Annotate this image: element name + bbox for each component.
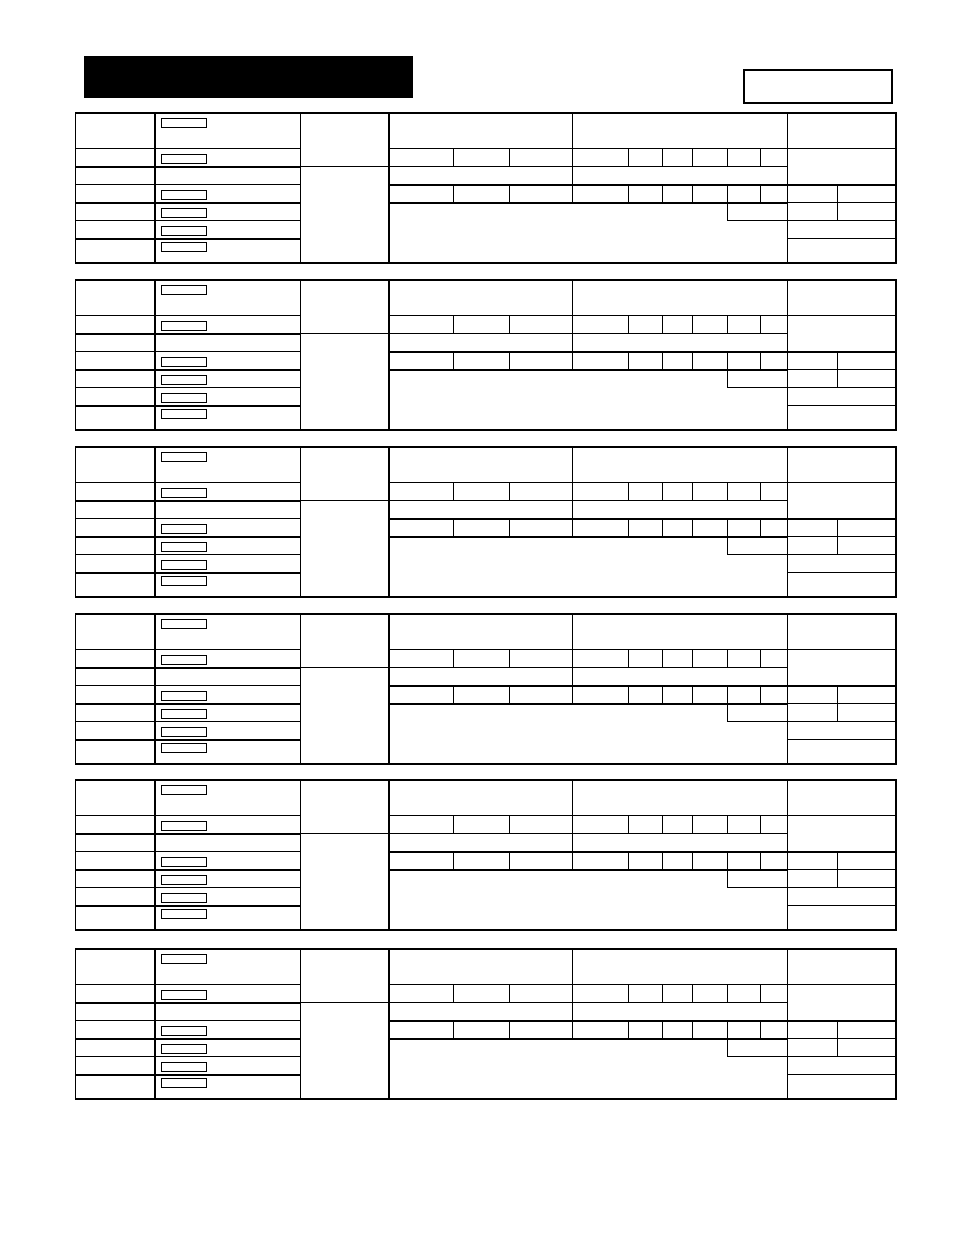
- row-line: [389, 833, 787, 834]
- block-border-right: [895, 948, 897, 1100]
- column-divider: [154, 279, 156, 431]
- row-line: [389, 1002, 787, 1003]
- cell-divider: [760, 851, 761, 869]
- entry-field-3[interactable]: [161, 1026, 207, 1036]
- row-line: [787, 202, 897, 203]
- row-line: [75, 984, 301, 985]
- record-block: [75, 779, 897, 931]
- cell-divider: [727, 649, 728, 667]
- cell-divider: [572, 667, 573, 703]
- cell-divider: [837, 351, 838, 387]
- cell-divider: [760, 518, 761, 536]
- column-divider: [154, 613, 156, 765]
- cell-divider: [453, 315, 454, 333]
- row-line: [75, 851, 301, 852]
- row-line: [787, 1056, 897, 1057]
- block-border-top: [75, 279, 897, 281]
- cell-divider: [662, 984, 663, 1002]
- record-block: [75, 446, 897, 598]
- row-line: [389, 685, 897, 687]
- cell-divider: [572, 1002, 573, 1038]
- row-line: [727, 1056, 787, 1057]
- cell-divider: [628, 851, 629, 869]
- block-border-bottom: [75, 929, 897, 931]
- entry-field-6[interactable]: [161, 909, 207, 919]
- entry-field-1[interactable]: [161, 785, 207, 795]
- entry-field-5[interactable]: [161, 727, 207, 737]
- cell-divider: [692, 315, 693, 333]
- row-line: [75, 887, 301, 888]
- cell-divider: [837, 851, 838, 887]
- column-divider: [154, 446, 156, 598]
- cell-divider: [692, 184, 693, 202]
- cell-divider: [509, 815, 510, 833]
- entry-field-3[interactable]: [161, 190, 207, 200]
- cell-divider: [453, 685, 454, 703]
- cell-divider: [628, 649, 629, 667]
- row-line: [300, 333, 390, 334]
- row-line: [787, 1074, 897, 1075]
- entry-field-2[interactable]: [161, 821, 207, 831]
- entry-field-1[interactable]: [161, 619, 207, 629]
- cell-divider: [453, 815, 454, 833]
- entry-field-5[interactable]: [161, 393, 207, 403]
- entry-field-1[interactable]: [161, 452, 207, 462]
- cell-divider: [692, 984, 693, 1002]
- entry-field-2[interactable]: [161, 488, 207, 498]
- entry-field-4[interactable]: [161, 375, 207, 385]
- cell-divider: [572, 500, 573, 536]
- row-line: [75, 667, 301, 669]
- row-line: [75, 1074, 301, 1076]
- column-divider: [787, 779, 788, 931]
- row-line: [75, 166, 301, 168]
- cell-divider: [509, 351, 510, 369]
- block-border-left: [75, 779, 76, 931]
- row-line: [300, 667, 390, 668]
- cell-divider: [509, 148, 510, 166]
- cell-divider: [692, 685, 693, 703]
- column-divider: [154, 779, 156, 931]
- cell-divider: [453, 482, 454, 500]
- cell-divider: [509, 184, 510, 202]
- cell-divider: [692, 148, 693, 166]
- column-divider: [388, 446, 390, 598]
- column-divider: [787, 948, 788, 1100]
- row-line: [727, 387, 787, 388]
- block-border-top: [75, 948, 897, 950]
- row-line: [75, 315, 301, 316]
- block-border-top: [75, 112, 897, 114]
- cell-divider: [692, 649, 693, 667]
- cell-divider: [662, 315, 663, 333]
- block-border-right: [895, 446, 897, 598]
- cell-divider: [760, 685, 761, 703]
- row-line: [787, 572, 897, 573]
- entry-field-4[interactable]: [161, 709, 207, 719]
- block-border-right: [895, 112, 897, 264]
- cell-divider: [727, 148, 728, 166]
- cell-divider: [662, 351, 663, 369]
- cell-divider: [727, 984, 728, 1002]
- row-line: [75, 739, 301, 741]
- block-border-right: [895, 279, 897, 431]
- column-divider: [300, 446, 301, 598]
- row-line: [75, 1056, 301, 1057]
- row-line: [300, 500, 390, 501]
- entry-field-2[interactable]: [161, 154, 207, 164]
- row-line: [787, 905, 897, 906]
- row-line: [75, 1002, 301, 1004]
- row-line: [75, 500, 301, 502]
- cell-divider: [692, 482, 693, 500]
- row-line: [75, 1038, 301, 1040]
- cell-divider: [628, 482, 629, 500]
- column-divider: [572, 279, 573, 335]
- entry-field-3[interactable]: [161, 357, 207, 367]
- cell-divider: [727, 518, 728, 536]
- row-line: [389, 351, 897, 353]
- row-line: [75, 721, 301, 722]
- entry-field-3[interactable]: [161, 691, 207, 701]
- cell-divider: [628, 984, 629, 1002]
- entry-field-4[interactable]: [161, 875, 207, 885]
- cell-divider: [509, 518, 510, 536]
- column-divider: [300, 613, 301, 765]
- cell-divider: [727, 369, 728, 387]
- column-divider: [572, 112, 573, 168]
- row-line: [75, 869, 301, 871]
- block-border-bottom: [75, 1098, 897, 1100]
- row-line: [75, 333, 301, 335]
- column-divider: [154, 112, 156, 264]
- block-border-top: [75, 779, 897, 781]
- cell-divider: [509, 685, 510, 703]
- block-border-left: [75, 613, 76, 765]
- entry-field-4[interactable]: [161, 542, 207, 552]
- cell-divider: [760, 482, 761, 500]
- cell-divider: [509, 1020, 510, 1038]
- row-line: [75, 518, 301, 519]
- cell-divider: [692, 1020, 693, 1038]
- row-line: [300, 166, 390, 167]
- entry-field-1[interactable]: [161, 118, 207, 128]
- record-block: [75, 613, 897, 765]
- cell-divider: [628, 184, 629, 202]
- cell-divider: [628, 815, 629, 833]
- cell-divider: [727, 1038, 728, 1056]
- cell-divider: [692, 351, 693, 369]
- entry-field-2[interactable]: [161, 990, 207, 1000]
- block-border-bottom: [75, 763, 897, 765]
- cell-divider: [692, 851, 693, 869]
- page-number-box[interactable]: [743, 69, 893, 104]
- cell-divider: [509, 482, 510, 500]
- cell-divider: [509, 649, 510, 667]
- row-line: [787, 1038, 897, 1039]
- entry-field-6[interactable]: [161, 409, 207, 419]
- row-line: [75, 1020, 301, 1021]
- row-line: [75, 703, 301, 705]
- row-line: [389, 166, 787, 167]
- row-line: [75, 148, 301, 149]
- row-line: [75, 685, 301, 686]
- entry-field-1[interactable]: [161, 285, 207, 295]
- cell-divider: [760, 148, 761, 166]
- cell-divider: [727, 869, 728, 887]
- cell-divider: [628, 1020, 629, 1038]
- block-border-left: [75, 446, 76, 598]
- cell-divider: [760, 315, 761, 333]
- row-line: [787, 649, 897, 650]
- block-border-bottom: [75, 262, 897, 264]
- row-line: [787, 148, 897, 149]
- row-line: [727, 721, 787, 722]
- cell-divider: [727, 703, 728, 721]
- column-divider: [572, 948, 573, 1004]
- row-line: [75, 184, 301, 185]
- entry-field-5[interactable]: [161, 560, 207, 570]
- cell-divider: [727, 851, 728, 869]
- cell-divider: [727, 685, 728, 703]
- entry-field-6[interactable]: [161, 743, 207, 753]
- cell-divider: [628, 315, 629, 333]
- entry-field-6[interactable]: [161, 576, 207, 586]
- column-divider: [787, 446, 788, 598]
- cell-divider: [572, 166, 573, 202]
- column-divider: [388, 948, 390, 1100]
- block-border-top: [75, 446, 897, 448]
- cell-divider: [628, 148, 629, 166]
- cell-divider: [692, 518, 693, 536]
- cell-divider: [837, 1020, 838, 1056]
- cell-divider: [760, 184, 761, 202]
- row-line: [787, 369, 897, 370]
- column-divider: [300, 948, 301, 1100]
- cell-divider: [662, 685, 663, 703]
- cell-divider: [727, 482, 728, 500]
- cell-divider: [453, 649, 454, 667]
- entry-field-5[interactable]: [161, 226, 207, 236]
- block-border-bottom: [75, 596, 897, 598]
- cell-divider: [509, 315, 510, 333]
- row-line: [389, 1020, 897, 1022]
- column-divider: [388, 613, 390, 765]
- row-line: [787, 703, 897, 704]
- form-title-bar: [84, 56, 413, 98]
- row-line: [389, 518, 897, 520]
- cell-divider: [453, 184, 454, 202]
- record-block: [75, 279, 897, 431]
- column-divider: [300, 779, 301, 931]
- row-line: [787, 238, 897, 239]
- cell-divider: [692, 815, 693, 833]
- column-divider: [300, 279, 301, 431]
- cell-divider: [453, 351, 454, 369]
- cell-divider: [453, 148, 454, 166]
- cell-divider: [628, 351, 629, 369]
- entry-field-5[interactable]: [161, 1062, 207, 1072]
- cell-divider: [727, 536, 728, 554]
- row-line: [389, 184, 897, 186]
- block-border-right: [895, 613, 897, 765]
- column-divider: [787, 279, 788, 431]
- row-line: [75, 572, 301, 574]
- cell-divider: [453, 518, 454, 536]
- row-line: [75, 220, 301, 221]
- column-divider: [572, 779, 573, 835]
- cell-divider: [837, 518, 838, 554]
- row-line: [75, 482, 301, 483]
- entry-field-2[interactable]: [161, 321, 207, 331]
- cell-divider: [727, 815, 728, 833]
- cell-divider: [727, 315, 728, 333]
- cell-divider: [662, 482, 663, 500]
- cell-divider: [628, 685, 629, 703]
- row-line: [727, 220, 787, 221]
- row-line: [389, 500, 787, 501]
- row-line: [75, 387, 301, 388]
- cell-divider: [662, 184, 663, 202]
- row-line: [75, 405, 301, 407]
- record-block: [75, 948, 897, 1100]
- entry-field-4[interactable]: [161, 1044, 207, 1054]
- cell-divider: [727, 184, 728, 202]
- entry-field-3[interactable]: [161, 857, 207, 867]
- row-line: [75, 202, 301, 204]
- cell-divider: [453, 984, 454, 1002]
- row-line: [787, 405, 897, 406]
- row-line: [787, 536, 897, 537]
- column-divider: [787, 613, 788, 765]
- cell-divider: [837, 184, 838, 220]
- cell-divider: [453, 1020, 454, 1038]
- cell-divider: [662, 518, 663, 536]
- cell-divider: [837, 685, 838, 721]
- cell-divider: [572, 333, 573, 369]
- row-line: [787, 887, 897, 888]
- row-line: [787, 315, 897, 316]
- row-line: [300, 833, 390, 834]
- row-line: [787, 869, 897, 870]
- cell-divider: [760, 649, 761, 667]
- row-line: [727, 887, 787, 888]
- cell-divider: [628, 518, 629, 536]
- entry-field-2[interactable]: [161, 655, 207, 665]
- row-line: [300, 1002, 390, 1003]
- cell-divider: [760, 815, 761, 833]
- row-line: [75, 554, 301, 555]
- row-line: [787, 721, 897, 722]
- entry-field-5[interactable]: [161, 893, 207, 903]
- cell-divider: [662, 148, 663, 166]
- entry-field-1[interactable]: [161, 954, 207, 964]
- cell-divider: [662, 1020, 663, 1038]
- cell-divider: [662, 815, 663, 833]
- column-divider: [388, 112, 390, 264]
- cell-divider: [727, 351, 728, 369]
- column-divider: [388, 279, 390, 431]
- column-divider: [572, 613, 573, 669]
- cell-divider: [509, 851, 510, 869]
- row-line: [389, 333, 787, 334]
- row-line: [727, 554, 787, 555]
- row-line: [75, 351, 301, 352]
- cell-divider: [727, 202, 728, 220]
- cell-divider: [727, 1020, 728, 1038]
- row-line: [75, 905, 301, 907]
- entry-field-3[interactable]: [161, 524, 207, 534]
- row-line: [389, 667, 787, 668]
- row-line: [787, 984, 897, 985]
- row-line: [787, 554, 897, 555]
- cell-divider: [760, 984, 761, 1002]
- row-line: [75, 815, 301, 816]
- row-line: [75, 649, 301, 650]
- entry-field-4[interactable]: [161, 208, 207, 218]
- cell-divider: [760, 1020, 761, 1038]
- column-divider: [388, 779, 390, 931]
- block-border-left: [75, 948, 76, 1100]
- cell-divider: [572, 833, 573, 869]
- row-line: [787, 220, 897, 221]
- row-line: [787, 739, 897, 740]
- column-divider: [154, 948, 156, 1100]
- block-border-left: [75, 279, 76, 431]
- cell-divider: [760, 351, 761, 369]
- cell-divider: [662, 851, 663, 869]
- entry-field-6[interactable]: [161, 1078, 207, 1088]
- column-divider: [572, 446, 573, 502]
- block-border-bottom: [75, 429, 897, 431]
- block-border-right: [895, 779, 897, 931]
- column-divider: [300, 112, 301, 264]
- cell-divider: [453, 851, 454, 869]
- record-block: [75, 112, 897, 264]
- entry-field-6[interactable]: [161, 242, 207, 252]
- row-line: [75, 238, 301, 240]
- row-line: [75, 833, 301, 835]
- cell-divider: [509, 984, 510, 1002]
- row-line: [787, 482, 897, 483]
- row-line: [389, 851, 897, 853]
- row-line: [75, 369, 301, 371]
- row-line: [787, 387, 897, 388]
- cell-divider: [662, 649, 663, 667]
- row-line: [75, 536, 301, 538]
- block-border-left: [75, 112, 76, 264]
- column-divider: [787, 112, 788, 264]
- row-line: [787, 815, 897, 816]
- block-border-top: [75, 613, 897, 615]
